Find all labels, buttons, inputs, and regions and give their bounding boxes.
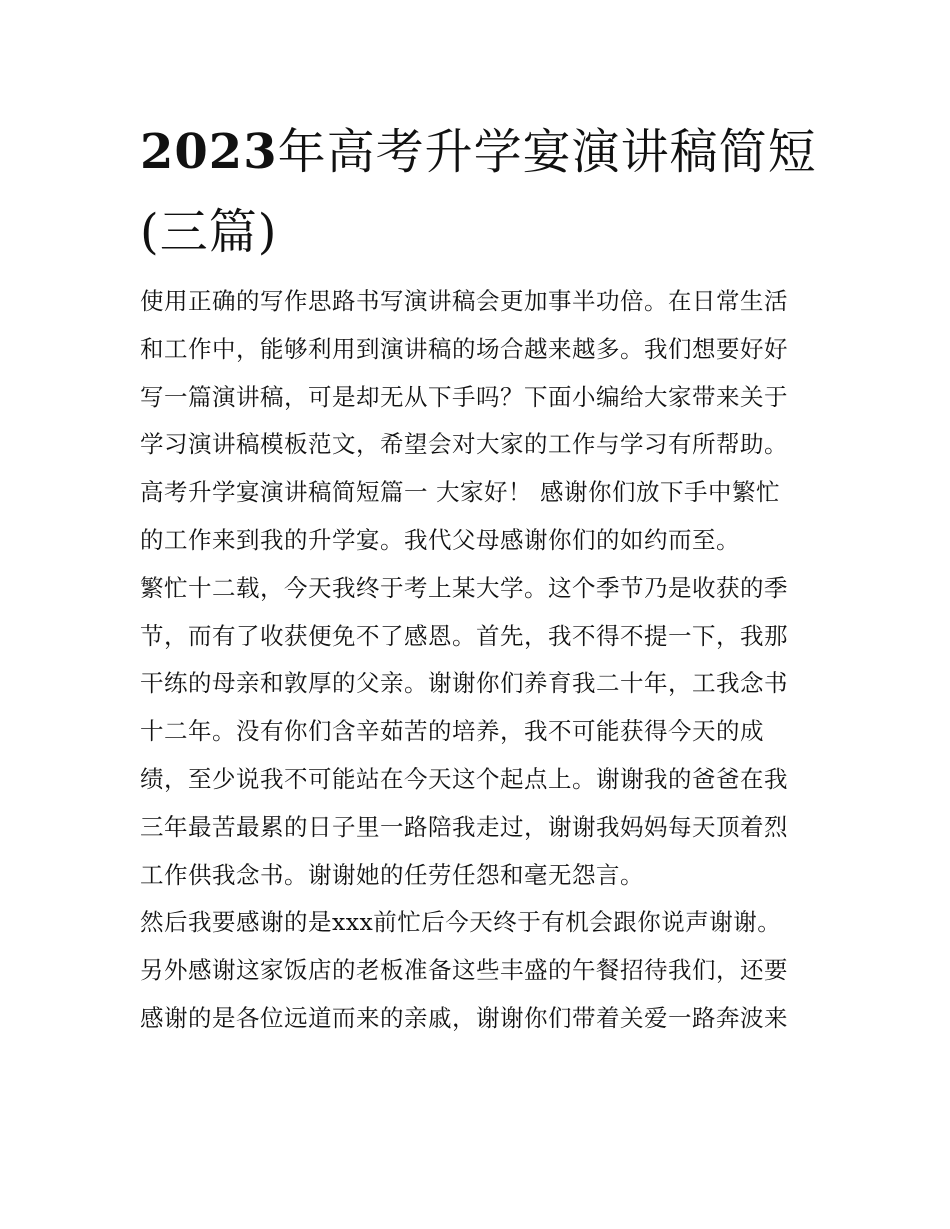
body-line: 繁忙十二载，今天我终于考上某大学。这个季节乃是收获的季 [140, 573, 788, 602]
document-title [140, 112, 830, 272]
body-line: 和工作中，能够利用到演讲稿的场合越来越多。我们想要好好 [140, 334, 788, 363]
body-line: 干练的母亲和敦厚的父亲。谢谢你们养育我二十年，工我念书 [140, 669, 788, 698]
document-body [140, 278, 830, 1043]
body-line: 写一篇演讲稿，可是却无从下手吗？下面小编给大家带来关于 [140, 382, 788, 411]
body-line: 使用正确的写作思路书写演讲稿会更加事半功倍。在日常生活 [140, 287, 788, 315]
body-line: 三年最苦最累的日子里一路陪我走过，谢谢我妈妈每天顶着烈 [140, 812, 788, 841]
body-line: 然后我要感谢的是xxx前忙后今天终于有机会跟你说声谢谢。 [140, 908, 782, 937]
body-line: 节，而有了收获便免不了感恩。首先，我不得不提一下，我那 [140, 621, 788, 650]
body-line: 的工作来到我的升学宴。我代父母感谢你们的如约而至。 [140, 525, 740, 554]
body-line: 另外感谢这家饭店的老板准备这些丰盛的午餐招待我们，还要 [140, 956, 788, 985]
body-line: 绩，至少说我不可能站在今天这个起点上。谢谢我的爸爸在我 [140, 764, 788, 793]
body-line: 十二年。没有你们含辛茹苦的培养，我不可能获得今天的成 [140, 717, 764, 746]
title-year: 2023 [140, 124, 278, 180]
body-line: 学习演讲稿模板范文，希望会对大家的工作与学习有所帮助。 [140, 430, 788, 459]
body-line: 工作供我念书。谢谢她的任劳任怨和毫无怨言。 [140, 860, 644, 889]
body-line: 高考升学宴演讲稿简短篇一 大家好！ 感谢你们放下手中繁忙 [140, 478, 780, 507]
title-text: 年高考升学宴演讲稿简短(三篇) [140, 124, 817, 260]
body-line: 感谢的是各位远道而来的亲戚，谢谢你们带着关爱一路奔波来 [140, 1003, 788, 1032]
